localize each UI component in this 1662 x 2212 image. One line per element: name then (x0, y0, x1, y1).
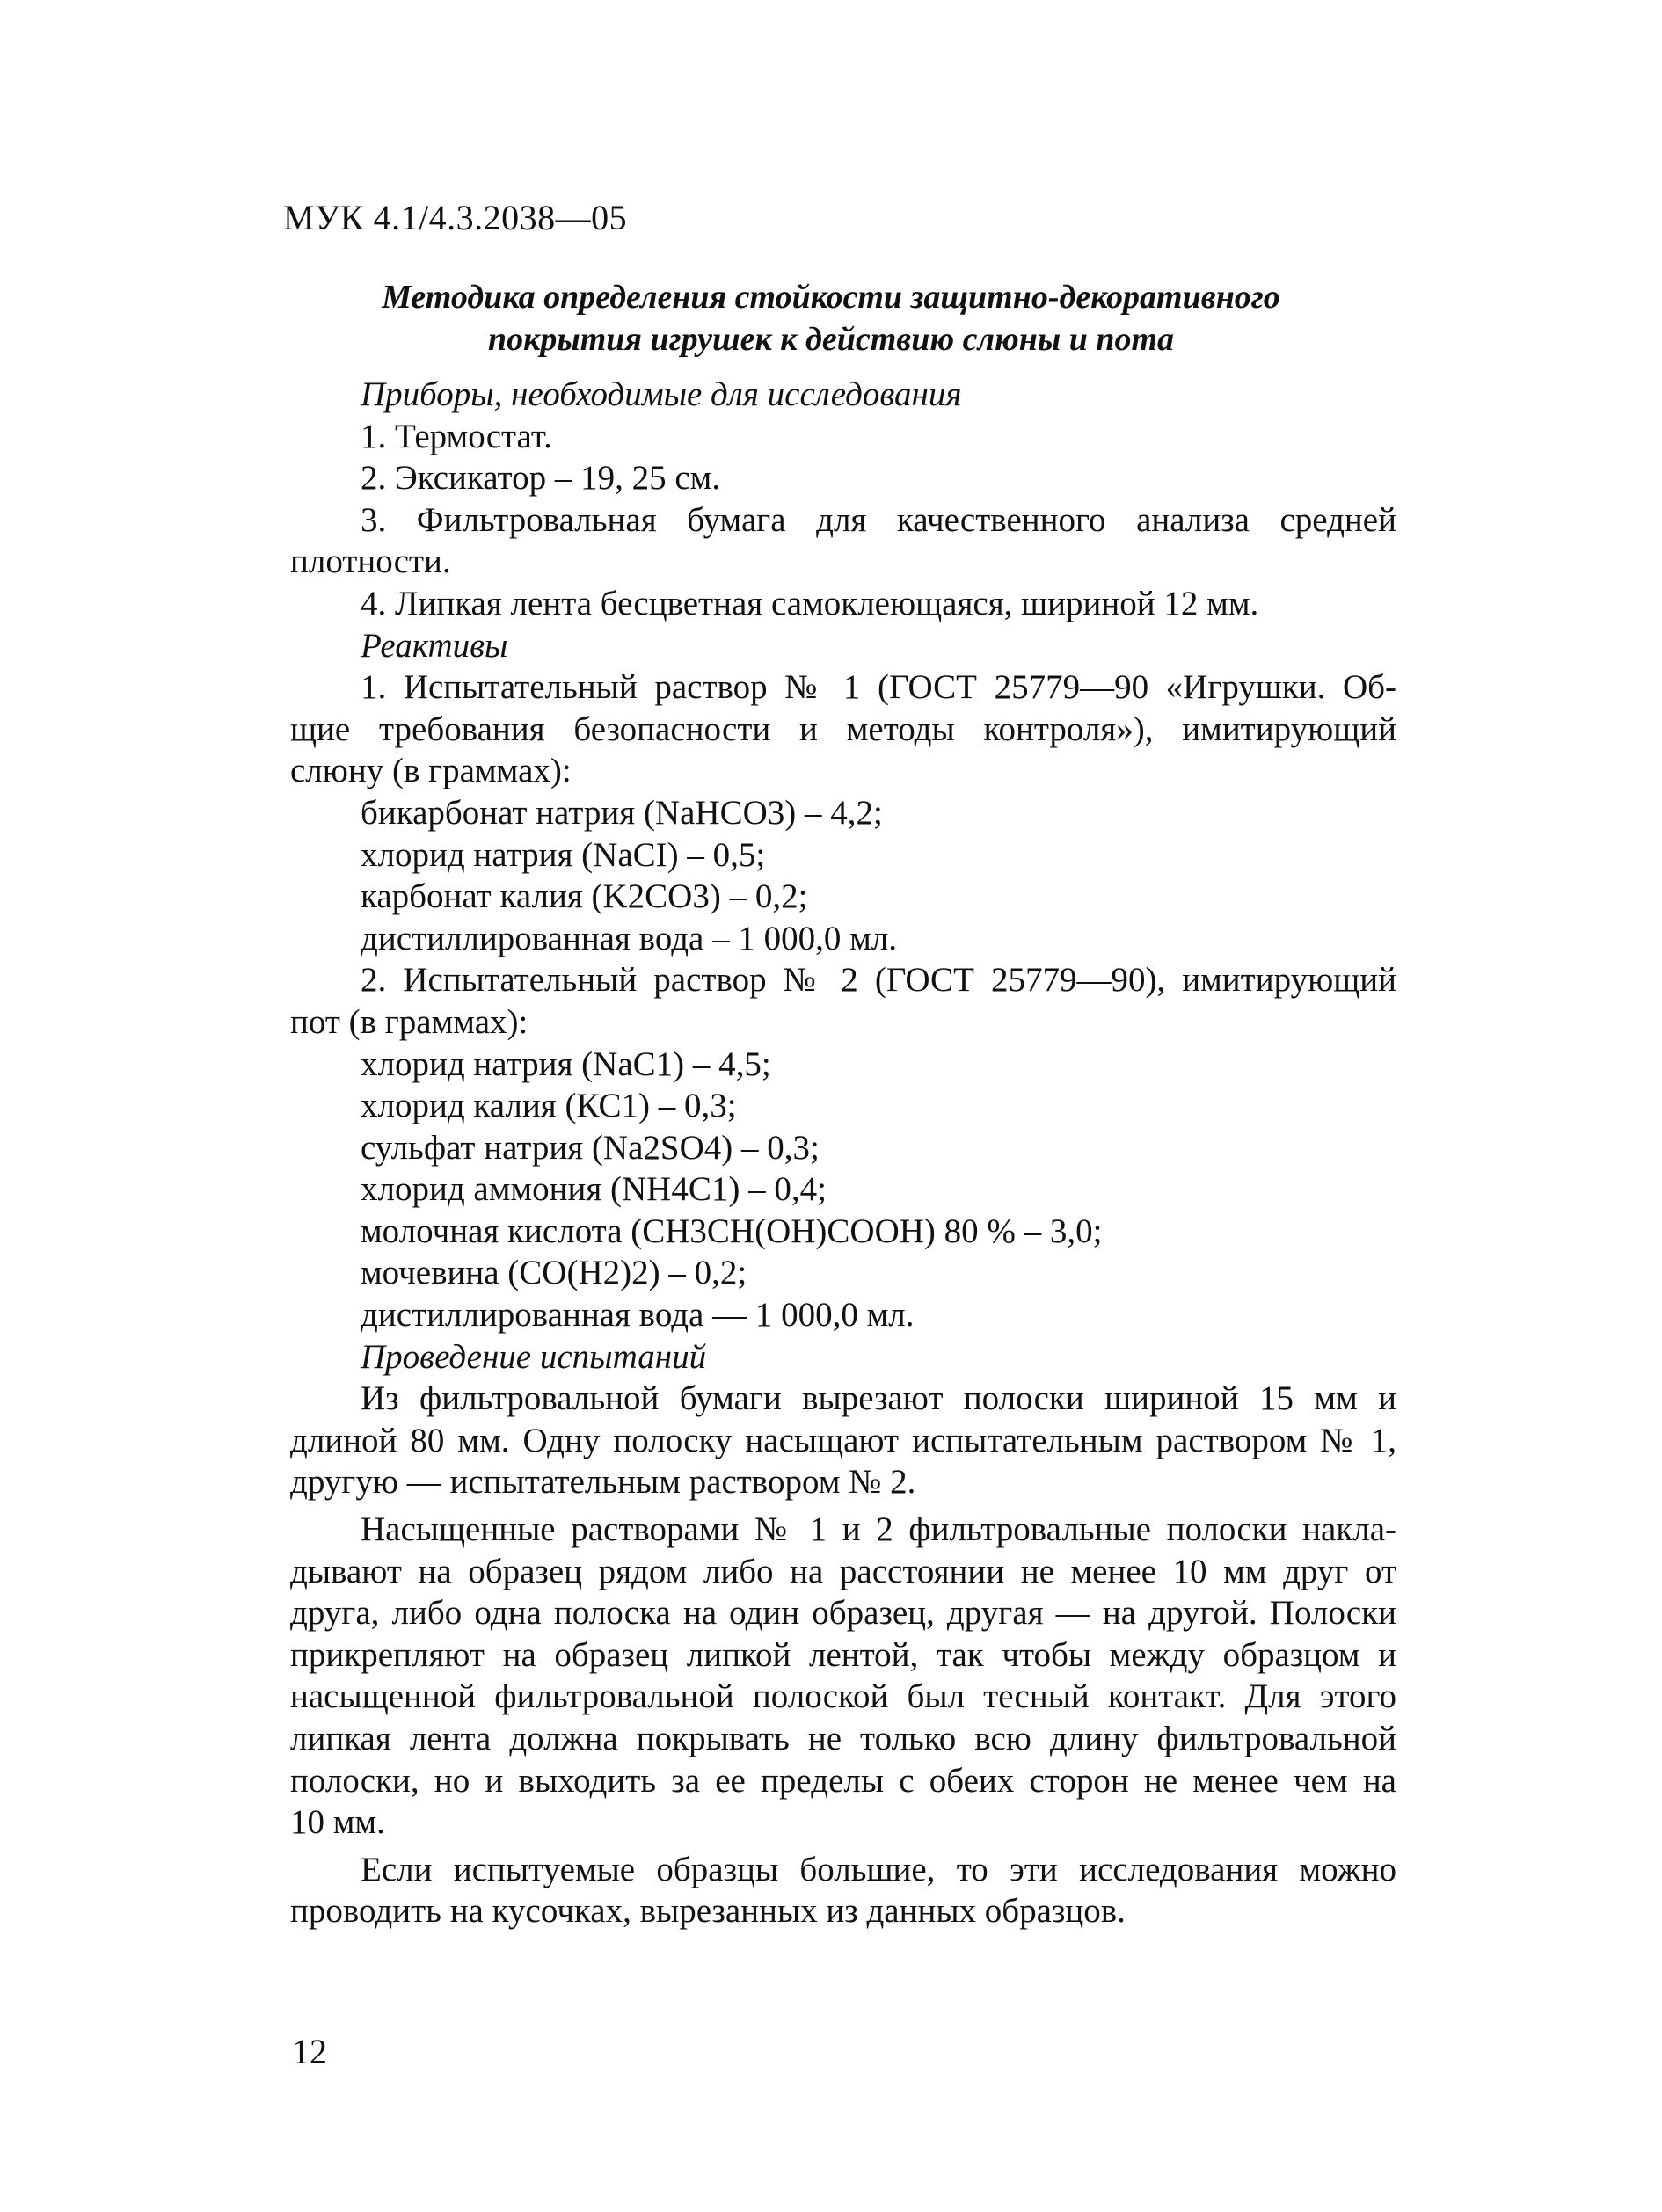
document-code: МУК 4.1/4.3.2038—05 (283, 198, 628, 237)
solution-1-item: бикарбонат натрия (NaHCO3) – 4,2; (361, 793, 883, 832)
reagents-heading: Реактивы (361, 626, 508, 665)
solution-2-item: дистиллированная вода — 1 000,0 мл. (361, 1296, 915, 1335)
devices-item-1: 1. Термостат. (361, 417, 552, 455)
solution-2-line-1: 2. Испытательный раствор № 2 (ГОСТ 25779—90), имитирующий (361, 961, 1396, 1000)
procedure-paragraph-1-line: Из фильтровальной бумаги вырезают полоски шириной 15 мм и (361, 1379, 1396, 1418)
devices-item-4: 4. Липкая лента бесцветная самоклеющаяся, шириной 12 мм. (361, 584, 1259, 622)
procedure-paragraph-2-line: полоски, но и выходить за ее пределы с обеих сторон не менее чем на (290, 1761, 1396, 1800)
procedure-heading: Проведение испытаний (361, 1337, 707, 1376)
procedure-paragraph-3-line: Если испытуемые образцы большие, то эти исследования можно (361, 1850, 1396, 1888)
title-line-1: Методика определения стойкости защитно-декоративного (382, 279, 1280, 316)
solution-1-item: хлорид натрия (NaCI) – 0,5; (361, 835, 766, 874)
devices-item-3-line-2: плотности. (290, 542, 451, 581)
procedure-paragraph-2-line: дывают на образец рядом либо на расстоянии не менее 10 мм друг от (290, 1552, 1396, 1590)
solution-1-line-3: слюну (в граммах): (290, 752, 572, 790)
procedure-paragraph-2-line: Насыщенные растворами № 1 и 2 фильтровальные полоски накла- (361, 1510, 1396, 1549)
procedure-paragraph-3-line: проводить на кусочках, вырезанных из данных образцов. (290, 1892, 1126, 1931)
solution-1-line-2: щие требования безопасности и методы контроля»), имитирующий (290, 709, 1396, 748)
procedure-paragraph-2-line: друга, либо одна полоска на один образец, другая — на другой. Полоски (290, 1594, 1396, 1633)
devices-item-2: 2. Эксикатор – 19, 25 см. (361, 459, 721, 498)
solution-1-line-1: 1. Испытательный раствор № 1 (ГОСТ 25779—90 «Игрушки. Об- (361, 668, 1396, 707)
section-title (290, 276, 1372, 360)
page-number: 12 (292, 2032, 327, 2071)
procedure-paragraph-1-line: длиной 80 мм. Одну полоску насыщают испытательным раствором № 1, (290, 1421, 1396, 1459)
procedure-paragraph-1-line: другую — испытательным раствором № 2. (290, 1463, 916, 1502)
solution-2-line-2: пот (в граммах): (290, 1002, 528, 1041)
solution-2-item: сульфат натрия (Na2SO4) – 0,3; (361, 1128, 820, 1167)
procedure-paragraph-2-line: липкая лента должна покрывать не только всю длину фильтровальной (290, 1720, 1396, 1757)
procedure-paragraph-2-line: 10 мм. (290, 1803, 385, 1842)
devices-heading: Приборы, необходимые для исследования (361, 375, 962, 413)
solution-1-item: карбонат калия (K2CO3) – 0,2; (361, 877, 808, 916)
solution-2-item: молочная кислота (CH3CH(OH)COOH) 80 % – 3,0; (361, 1212, 1103, 1250)
procedure-paragraph-2-line: прикрепляют на образец липкой лентой, так чтобы между образцом и (290, 1635, 1396, 1674)
procedure-paragraph-2-line: насыщенной фильтровальной полоской был тесный контакт. Для этого (290, 1677, 1396, 1716)
solution-2-item: хлорид натрия (NaC1) – 4,5; (361, 1044, 771, 1083)
document-body (290, 374, 1396, 1932)
solution-2-item: хлорид аммония (NH4C1) – 0,4; (361, 1170, 827, 1209)
solution-2-item: хлорид калия (КС1) – 0,3; (361, 1087, 737, 1125)
title-line-2: покрытия игрушек к действию слюны и пота (487, 321, 1175, 358)
solution-2-item: мочевина (CO(H2)2) – 0,2; (361, 1254, 747, 1292)
devices-item-3-line-1: 3. Фильтровальная бумага для качественного анализа средней (361, 500, 1396, 539)
solution-1-item: дистиллированная вода – 1 000,0 мл. (361, 919, 898, 957)
